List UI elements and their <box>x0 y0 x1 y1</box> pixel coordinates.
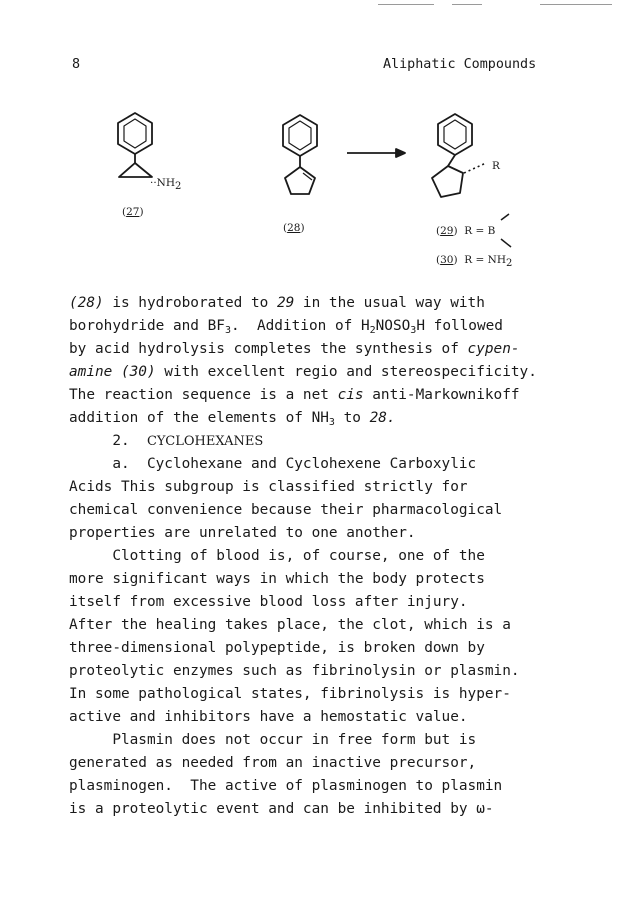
l2-a: borohydride and BF <box>69 318 225 334</box>
text-line-7 <box>69 430 589 453</box>
c27-amine-text: ··NH <box>150 177 176 189</box>
text-line-9: Acids This subgroup is classified strictly for <box>69 479 468 495</box>
l4-b: with excellent regio and stereospecificity. <box>155 364 537 380</box>
c30-r-def: R = NH <box>464 254 506 266</box>
c28-number: 28 <box>287 222 301 234</box>
c28-benzene-inner <box>289 121 311 150</box>
c29-label: (29) R = B <box>436 225 496 237</box>
l1-b: is hydroborated to <box>103 295 277 311</box>
c30-r-index: 2 <box>506 258 513 269</box>
reaction-arrow <box>347 149 405 157</box>
section-number: 2. <box>69 433 147 449</box>
text-line-15: After the healing takes place, the clot, which is a <box>69 617 511 633</box>
compound-28-drawing <box>283 115 317 194</box>
chemical-structures <box>60 105 580 280</box>
c27-amine-label <box>150 177 182 192</box>
c30-number: 30 <box>440 254 454 266</box>
section-heading: CYCLOHEXANES <box>146 434 264 449</box>
l2-f: 3 <box>410 325 417 336</box>
text-line-19: active and inhibitors have a hemostatic value. <box>69 709 468 725</box>
c27-cyclopropane <box>119 163 152 177</box>
l6-b: 3 <box>328 417 335 428</box>
text-line-1 <box>69 292 589 315</box>
c29-link-bond <box>448 155 455 166</box>
running-title: Aliphatic Compounds <box>383 57 537 72</box>
body-text <box>69 292 589 821</box>
c29-hashed-bond <box>464 163 486 173</box>
text-line-11: properties are unrelated to one another. <box>69 525 416 541</box>
text-line-17: proteolytic enzymes such as fibrinolysin or plasmin. <box>69 663 520 679</box>
text-line-12: Clotting of blood is, of course, one of the <box>69 548 485 564</box>
c30-label: (30) $R = NH_2$ <box>436 254 513 269</box>
c29-r-group: R <box>492 160 500 172</box>
c28-label: (28) <box>283 222 305 234</box>
text-line-10: chemical convenience because their pharmacological <box>69 502 503 518</box>
text-line-2 <box>69 315 589 338</box>
l3-it: cypen- <box>467 341 520 357</box>
ref-29: 29 <box>276 295 295 311</box>
text-line-6 <box>69 407 589 430</box>
l6-a: addition of the elements of NH <box>69 410 329 426</box>
text-line-16: three-dimensional polypeptide, is broken down by <box>69 640 485 656</box>
scan-rule-1 <box>378 4 434 5</box>
c29-benzene-inner <box>444 120 466 149</box>
scan-rule-2 <box>452 4 482 5</box>
text-line-8: a. Cyclohexane and Cyclohexene Carboxylic <box>69 456 477 472</box>
l4-it: amine (30) <box>69 364 156 380</box>
text-line-5 <box>69 384 589 407</box>
l2-g: H followed <box>416 318 503 334</box>
text-line-22: plasminogen. The active of plasminogen to plasmin <box>69 778 503 794</box>
c29-borane-bond-down <box>501 239 511 247</box>
text-line-20: Plasmin does not occur in free form but is <box>69 732 477 748</box>
l2-d: 2 <box>369 325 376 336</box>
c29-cyclopentane <box>432 166 463 197</box>
l1-d: in the usual way with <box>294 295 485 311</box>
c28-cyclopentene <box>285 167 315 194</box>
l2-c: . Addition of H <box>230 318 370 334</box>
l5-a: The reaction sequence is a net <box>69 387 338 403</box>
ref-28: (28) <box>69 295 104 311</box>
c27-benzene-inner <box>124 119 146 148</box>
c27-amine-index: 2 <box>175 181 182 192</box>
c29-number: 29 <box>440 225 454 237</box>
l6-it: 28. <box>369 410 396 426</box>
text-line-13: more significant ways in which the body protects <box>69 571 485 587</box>
l5-it: cis <box>337 387 364 403</box>
text-line-3 <box>69 338 589 361</box>
l3: by acid hydrolysis completes the synthesis of <box>69 341 468 357</box>
c29-borane-bond-up <box>501 214 509 220</box>
c27-number: 27 <box>126 206 140 218</box>
text-line-4 <box>69 361 589 384</box>
l6-c: to <box>334 410 370 426</box>
l2-b: 3 <box>224 325 231 336</box>
text-line-14: itself from excessive blood loss after injury. <box>69 594 468 610</box>
c27-label: (27) <box>122 206 144 218</box>
c29-r-def: R = B <box>464 225 496 237</box>
compound-27-drawing <box>118 113 152 177</box>
scan-rule-3 <box>540 4 612 5</box>
l5-b: anti-Markownikoff <box>363 387 520 403</box>
l2-e: NOSO <box>375 318 411 334</box>
page-number: 8 <box>72 57 81 72</box>
text-line-18: In some pathological states, fibrinolysis is hyper- <box>69 686 511 702</box>
text-line-23: is a proteolytic event and can be inhibited by ω- <box>69 801 494 817</box>
text-line-21: generated as needed from an inactive precursor, <box>69 755 477 771</box>
